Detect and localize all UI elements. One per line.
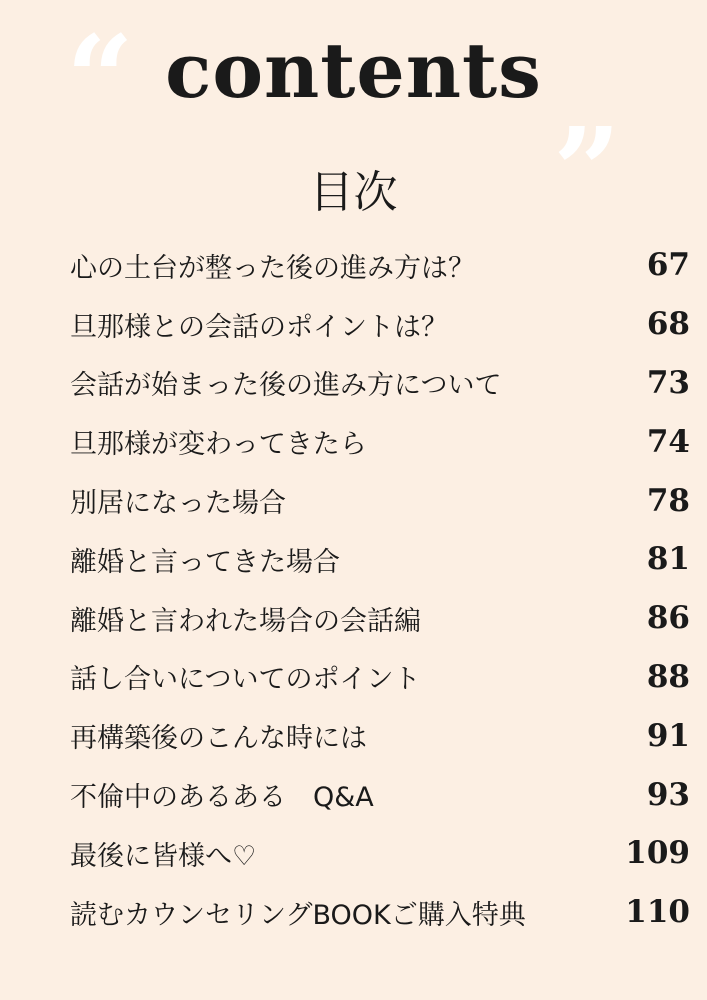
toc-entry-page: 88 — [646, 658, 690, 695]
toc-entry[interactable] — [70, 589, 690, 648]
toc-entry-label: 旦那様が変わってきたら — [70, 429, 367, 461]
toc-entry-label: 離婚と言われた場合の会話編 — [70, 605, 421, 637]
toc-entry-label: 会話が始まった後の進み方について — [70, 370, 502, 402]
toc-entry-label: 話し合いについてのポイント — [70, 664, 421, 696]
toc-entry-label: 心の土台が整った後の進み方は？ — [70, 252, 475, 284]
toc-entry-page: 74 — [646, 423, 690, 460]
page-title: contents — [165, 26, 542, 115]
toc-entry-page: 67 — [646, 247, 690, 284]
toc-entry-label: 旦那様との会話のポイントは？ — [70, 311, 448, 343]
toc-entry-page: 86 — [646, 600, 690, 637]
toc-entry-page: 73 — [646, 364, 690, 401]
toc-entry-page: 78 — [646, 482, 690, 519]
toc-entry-label: 読むカウンセリングBOOKご購入特典 — [70, 899, 526, 931]
toc-entry[interactable] — [70, 765, 690, 824]
close-quote-icon: ” — [553, 101, 621, 240]
toc-entry[interactable] — [70, 706, 690, 765]
page-subtitle: 目次 — [309, 167, 398, 218]
toc-entry[interactable] — [70, 354, 690, 413]
table-of-contents — [70, 236, 690, 942]
toc-entry-label: 不倫中のあるある Q&A — [70, 782, 374, 814]
toc-entry-label: 離婚と言ってきた場合 — [70, 546, 340, 578]
toc-entry[interactable] — [70, 824, 690, 883]
toc-entry-label: 再構築後のこんな時には — [70, 723, 367, 755]
toc-entry-page: 110 — [625, 894, 690, 931]
toc-entry[interactable] — [70, 648, 690, 707]
toc-entry[interactable] — [70, 471, 690, 530]
toc-entry-page: 93 — [646, 776, 690, 813]
toc-entry-page: 68 — [646, 306, 690, 343]
toc-entry[interactable] — [70, 530, 690, 589]
toc-entry-label: 最後に皆様へ♡ — [70, 840, 257, 872]
toc-entry-page: 109 — [625, 835, 690, 872]
toc-entry[interactable] — [70, 412, 690, 471]
toc-entry-page: 81 — [646, 541, 690, 578]
toc-entry-page: 91 — [646, 717, 690, 754]
toc-entry-label: 別居になった場合 — [70, 488, 286, 520]
toc-entry[interactable] — [70, 883, 690, 942]
toc-entry[interactable] — [70, 236, 690, 295]
open-quote-icon: “ — [66, 9, 134, 148]
toc-entry[interactable] — [70, 295, 690, 354]
